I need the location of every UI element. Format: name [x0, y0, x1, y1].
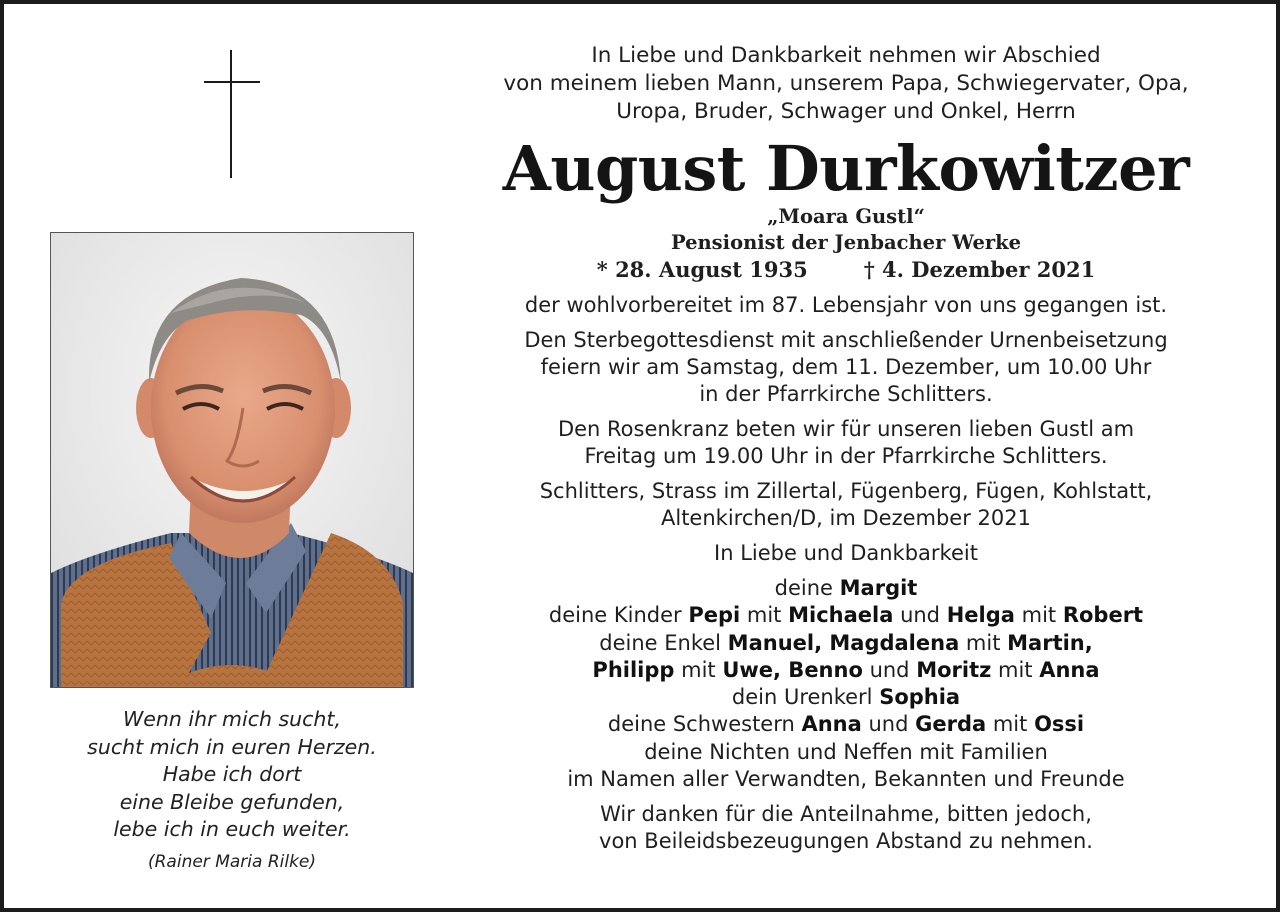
- family-text: deine Nichten und Neffen mit Familien: [644, 739, 1048, 764]
- family-line: [482, 657, 1210, 684]
- family-text: deine Kinder: [548, 603, 689, 628]
- family-member-name: Gerda: [915, 712, 987, 737]
- cross-icon: [204, 50, 260, 178]
- closing-text: Wir danken für die Anteilnahme, bitten jedoch, von Beileidsbezeugungen Abstand zu nehmen.: [599, 802, 1093, 854]
- family-text: deine Enkel: [599, 630, 728, 655]
- intro-text: In Liebe und Dankbarkeit nehmen wir Abschied von meinem lieben Mann, unserem Papa, Schwiegervater, Opa, Uropa, Bruder, Schwager und Onkel, Herrn: [503, 43, 1189, 124]
- family-text: und: [862, 657, 917, 682]
- family-text: mit: [740, 603, 789, 628]
- occupation: Pensionist der Jenbacher Werke: [670, 231, 1022, 254]
- family-line: [482, 575, 1210, 602]
- age-text: der wohlvorbereitet im 87. Lebensjahr von uns gegangen ist.: [524, 293, 1168, 317]
- family-member-name: Sophia: [879, 685, 961, 710]
- family-member-name: Anna: [801, 712, 862, 737]
- death-date: † 4. Dezember 2021: [863, 257, 1096, 282]
- family-text: mit: [674, 657, 723, 682]
- family-text: mit: [986, 712, 1035, 737]
- family-text: deine Schwestern: [607, 712, 802, 737]
- poem: [44, 706, 420, 874]
- family-line: [482, 739, 1210, 766]
- poem-author: (Rainer Maria Rilke): [147, 851, 317, 872]
- family-member-name: Manuel, Magdalena: [727, 630, 960, 655]
- nickname: „Moara Gustl“: [767, 205, 925, 228]
- family-member-name: Robert: [1062, 603, 1144, 628]
- poem-line: Wenn ihr mich sucht,: [123, 707, 341, 731]
- obituary-text: [482, 42, 1210, 855]
- family-member-name: Moritz: [916, 657, 992, 682]
- places-text: Schlitters, Strass im Zillertal, Fügenberg, Fügen, Kohlstatt, Altenkirchen/D, im Dezember 2021: [539, 479, 1153, 530]
- family-text: und: [861, 712, 916, 737]
- family-member-name: Michaela: [788, 603, 894, 628]
- family-line: [482, 766, 1210, 793]
- family-line: [482, 684, 1210, 711]
- family-member-name: Helga: [946, 603, 1015, 628]
- family-text: deine: [774, 576, 840, 600]
- deceased-name: August Durkowitzer: [502, 132, 1190, 205]
- family-member-name: Ossi: [1034, 712, 1085, 737]
- portrait-photo: [50, 232, 414, 688]
- birth-date: * 28. August 1935: [596, 257, 808, 282]
- family-text: mit: [1014, 603, 1063, 628]
- family-member-name: Uwe, Benno: [722, 657, 863, 682]
- family-member-name: Martin,: [1007, 630, 1093, 655]
- poem-line: Habe ich dort: [162, 762, 302, 786]
- family-line: [482, 602, 1210, 629]
- poem-line: eine Bleibe gefunden,: [119, 789, 345, 814]
- family-text: dein Urenkerl: [731, 685, 880, 710]
- family-member-name: Pepi: [688, 603, 741, 628]
- poem-line: sucht mich in euren Herzen.: [87, 734, 377, 759]
- family-text: mit: [959, 630, 1008, 655]
- family-member-name: Anna: [1039, 657, 1100, 682]
- family-member-name: Margit: [839, 576, 918, 600]
- service-text: Den Sterbegottesdienst mit anschließender Urnenbeisetzung feiern wir am Samstag, dem 11. Dezember, um 10.00 Uhr in der Pfarrkirche Schlitters.: [524, 328, 1168, 406]
- family-text: mit: [991, 657, 1040, 682]
- family-member-name: Philipp: [592, 657, 675, 682]
- life-dates: [482, 256, 1210, 284]
- family-list: [482, 575, 1210, 793]
- rosary-text: Den Rosenkranz beten wir für unseren lieben Gustl am Freitag um 19.00 Uhr in der Pfarrkirche Schlitters.: [557, 417, 1135, 468]
- family-line: [482, 711, 1210, 738]
- family-intro: In Liebe und Dankbarkeit: [714, 541, 978, 565]
- poem-line: lebe ich in euch weiter.: [113, 817, 351, 841]
- family-text: und: [893, 603, 947, 628]
- family-text: im Namen aller Verwandten, Bekannten und Freunde: [567, 767, 1125, 792]
- family-line: [482, 630, 1210, 657]
